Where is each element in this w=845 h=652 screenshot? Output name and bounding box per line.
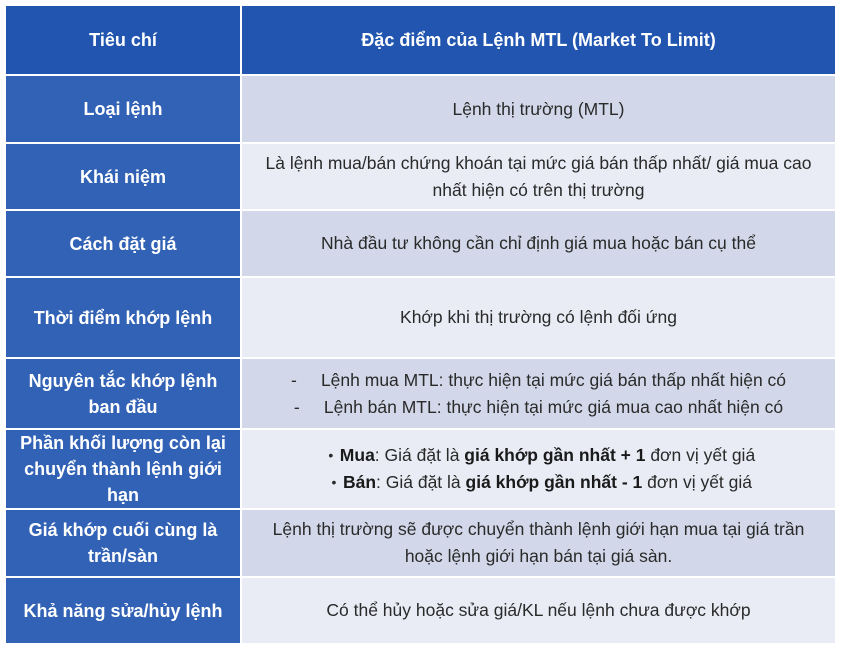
- list-item-text: Lệnh mua MTL: thực hiện tại mức giá bán thấp nhất hiện có: [320, 369, 787, 390]
- header-characteristics: Đặc điểm của Lệnh MTL (Market To Limit): [242, 6, 835, 74]
- bullet-marker: •: [331, 474, 337, 490]
- row-value-order-type: Lệnh thị trường (MTL): [242, 74, 835, 142]
- row-value-concept: Là lệnh mua/bán chứng khoán tại mức giá bán thấp nhất/ giá mua cao nhất hiện có trên thị trường: [242, 142, 835, 209]
- row-value-modify-cancel: Có thể hủy hoặc sửa giá/KL nếu lệnh chưa được khớp: [242, 576, 835, 643]
- list-item: [325, 469, 752, 496]
- row-value-remaining-volume: [242, 428, 835, 508]
- row-value-match-time: Khớp khi thị trường có lệnh đối ứng: [242, 276, 835, 357]
- row-label-modify-cancel: Khả năng sửa/hủy lệnh: [6, 576, 242, 643]
- dash-marker: -: [293, 396, 300, 417]
- list-item: [291, 367, 786, 394]
- bullet-marker: •: [328, 447, 334, 463]
- list-item-text: Lệnh bán MTL: thực hiện tại mức giá mua cao nhất hiện có: [323, 396, 784, 417]
- row-label-initial-matching: Nguyên tắc khớp lệnh ban đầu: [6, 357, 242, 428]
- list-item: [322, 442, 755, 469]
- header-criteria: Tiêu chí: [6, 6, 242, 74]
- row-label-remaining-volume: Phần khối lượng còn lại chuyển thành lệnh giới hạn: [6, 428, 242, 508]
- row-value-ceiling-floor: Lệnh thị trường sẽ được chuyển thành lệnh giới hạn mua tại giá trần hoặc lệnh giới hạn bán tại giá sàn.: [242, 508, 835, 576]
- bullet-list: [322, 442, 755, 496]
- row-label-ceiling-floor: Giá khớp cuối cùng là trần/sàn: [6, 508, 242, 576]
- row-label-pricing: Cách đặt giá: [6, 209, 242, 276]
- list-item-text: Mua: Giá đặt là giá khớp gần nhất + 1 đơn vị yết giá: [339, 445, 756, 465]
- list-item-text: Bán: Giá đặt là giá khớp gần nhất - 1 đơn vị yết giá: [342, 472, 753, 492]
- row-label-concept: Khái niệm: [6, 142, 242, 209]
- row-label-order-type: Loại lệnh: [6, 74, 242, 142]
- row-label-match-time: Thời điểm khớp lệnh: [6, 276, 242, 357]
- row-value-pricing: Nhà đầu tư không cần chỉ định giá mua hoặc bán cụ thể: [242, 209, 835, 276]
- list-item: [294, 394, 783, 421]
- dash-marker: -: [290, 369, 297, 390]
- mtl-comparison-table: [6, 6, 835, 643]
- row-value-initial-matching: [242, 357, 835, 428]
- dash-list: [291, 367, 786, 421]
